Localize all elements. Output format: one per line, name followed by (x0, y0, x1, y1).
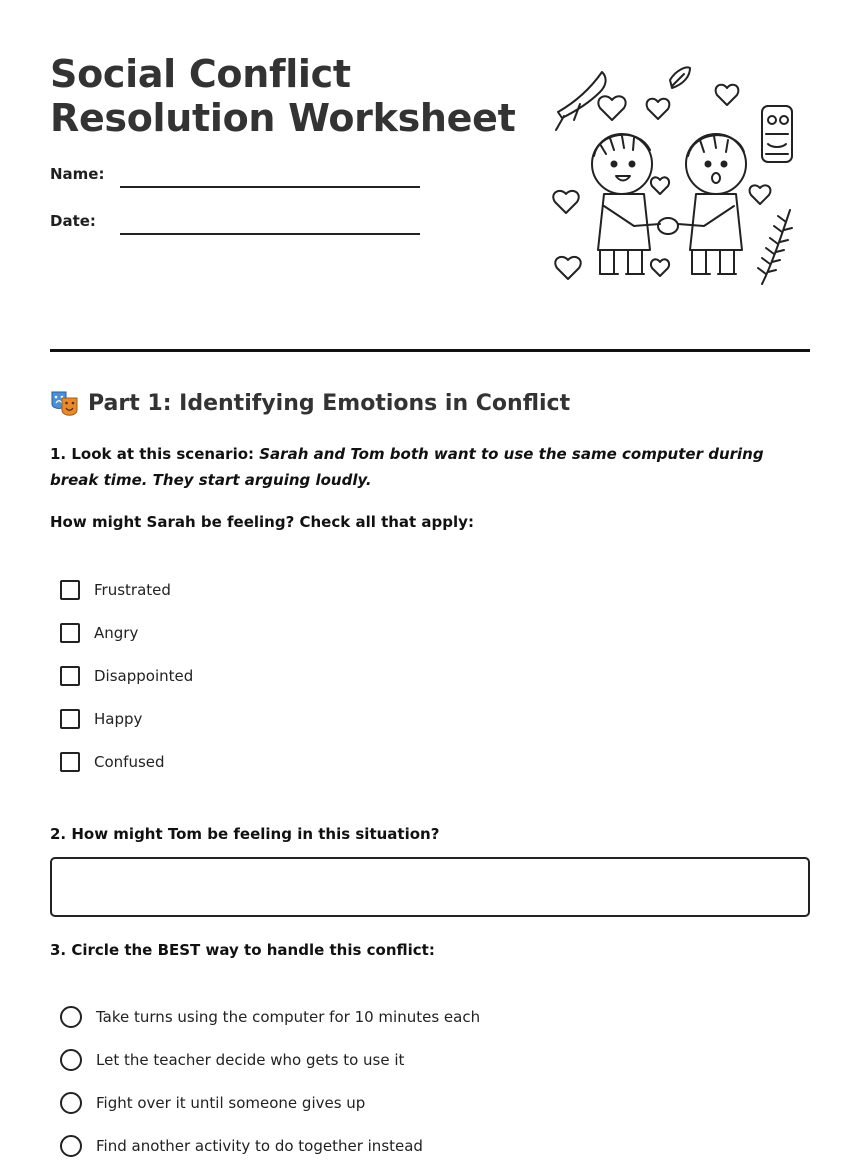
name-field[interactable] (120, 186, 420, 188)
date-field[interactable] (120, 233, 420, 235)
option-another-activity[interactable] (60, 1135, 423, 1157)
checkbox[interactable] (60, 623, 80, 643)
option-label: Find another activity to do together instead (96, 1137, 423, 1155)
option-angry[interactable] (60, 623, 138, 643)
title-line-1: Social Conflict (50, 52, 351, 96)
option-label: Disappointed (94, 667, 194, 685)
title-line-2: Resolution Worksheet (50, 96, 516, 140)
option-label: Take turns using the computer for 10 minutes each (96, 1008, 481, 1026)
option-frustrated[interactable] (60, 580, 171, 600)
radio-circle[interactable] (60, 1135, 82, 1157)
radio-circle[interactable] (60, 1006, 82, 1028)
section-divider (50, 349, 810, 352)
radio-circle[interactable] (60, 1049, 82, 1071)
part1-title-text: Part 1: Identifying Emotions in Conflict (88, 390, 571, 416)
date-label: Date: (50, 212, 96, 230)
q1-prompt: How might Sarah be feeling? Check all that apply: (50, 513, 474, 531)
q2-prompt: 2. How might Tom be feeling in this situation? (50, 825, 440, 843)
option-fight[interactable] (60, 1092, 365, 1114)
q1-prefix: 1. Look at this scenario: (50, 445, 260, 463)
q2-answer-field[interactable] (50, 857, 810, 917)
part1-title (50, 388, 570, 418)
option-label: Fight over it until someone gives up (96, 1094, 366, 1112)
option-happy[interactable] (60, 709, 142, 729)
q3-prompt: 3. Circle the BEST way to handle this conflict: (50, 941, 435, 959)
option-label: Confused (94, 753, 165, 771)
option-disappointed[interactable] (60, 666, 193, 686)
checkbox[interactable] (60, 666, 80, 686)
theater-masks-icon (50, 388, 80, 418)
option-take-turns[interactable] (60, 1006, 480, 1028)
q1-scenario: Sarah and Tom both want to use the same computer during break time. They start arguing loudly. (50, 445, 764, 489)
checkbox[interactable] (60, 709, 80, 729)
option-label: Let the teacher decide who gets to use it (96, 1051, 405, 1069)
option-label: Angry (94, 624, 139, 642)
name-label: Name: (50, 165, 105, 183)
option-label: Frustrated (94, 581, 171, 599)
question-1 (50, 441, 812, 493)
option-confused[interactable] (60, 752, 165, 772)
children-holding-hands-icon (550, 60, 800, 292)
checkbox[interactable] (60, 580, 80, 600)
checkbox[interactable] (60, 752, 80, 772)
page-title (50, 52, 530, 140)
option-teacher-decides[interactable] (60, 1049, 404, 1071)
radio-circle[interactable] (60, 1092, 82, 1114)
option-label: Happy (94, 710, 143, 728)
